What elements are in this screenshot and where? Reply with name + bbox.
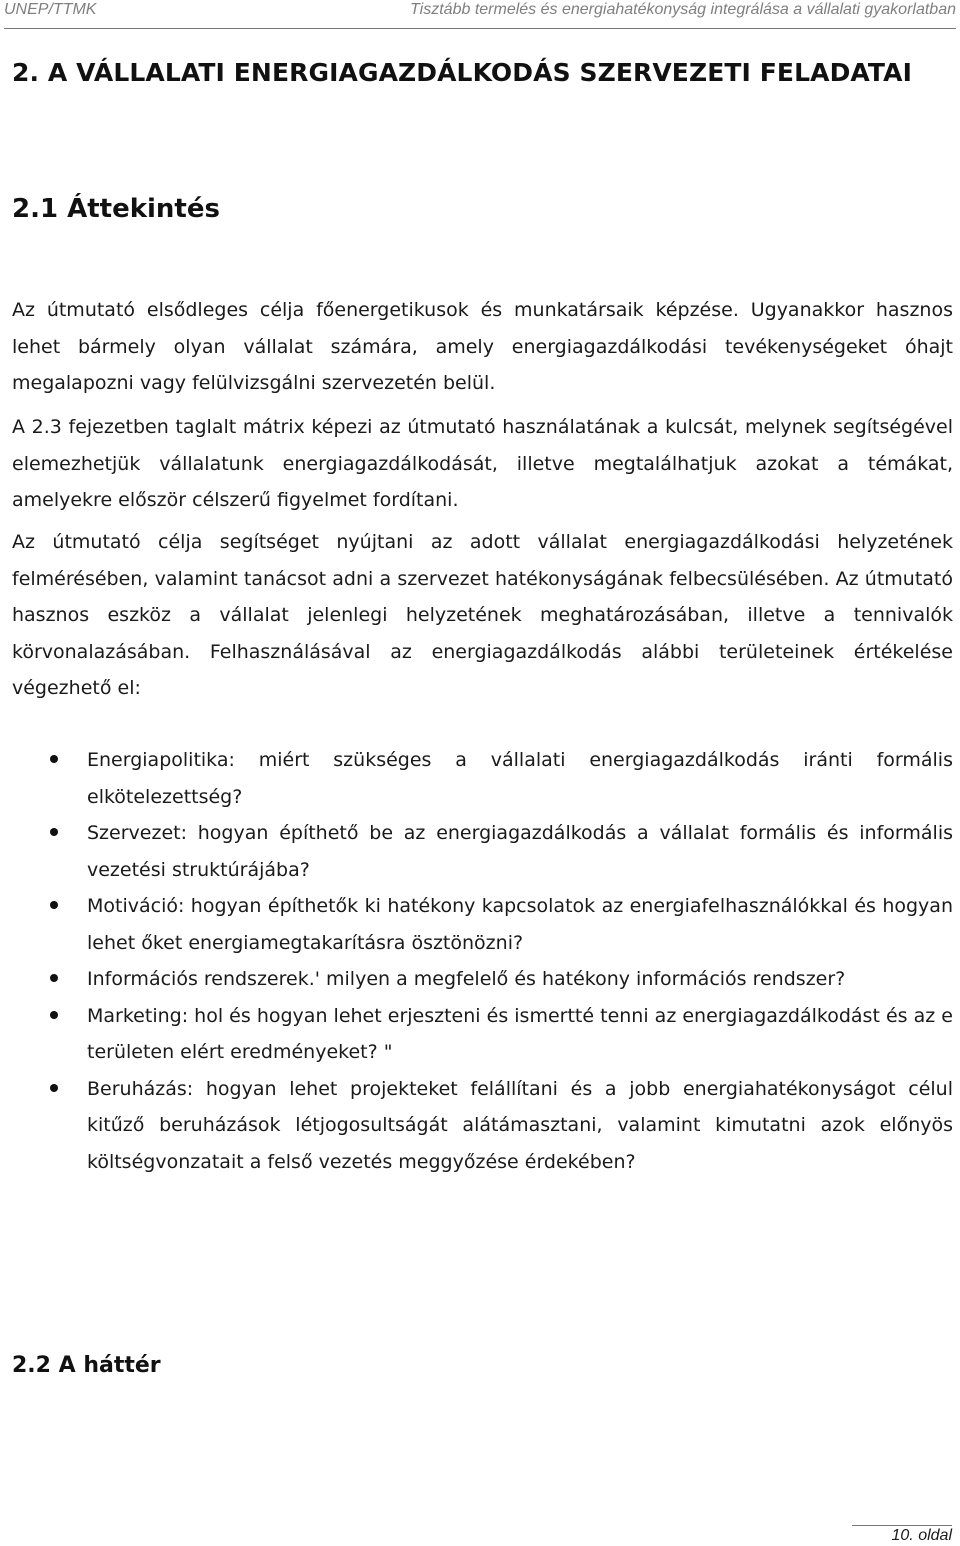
section-heading-overview: 2.1 Áttekintés — [12, 194, 220, 224]
bullet-icon — [50, 828, 58, 836]
header-organization: UNEP/TTMK — [4, 1, 97, 18]
paragraph-goal — [12, 524, 953, 707]
list-item-text: Energiapolitika: miért szükséges a vállalati energiagazdálkodás iránti formális elkötelezettség? — [87, 749, 953, 808]
bullet-icon — [50, 901, 58, 909]
bullet-icon — [50, 1084, 58, 1092]
header-document-title: Tisztább termelés és energiahatékonyság integrálása a vállalati gyakorlatban — [410, 1, 956, 18]
paragraph-matrix — [12, 409, 953, 519]
page-number: 10. oldal — [891, 1527, 952, 1544]
list-item — [12, 742, 953, 815]
list-item-text: Beruházás: hogyan lehet projekteket felállítani és a jobb energiahatékonyságot célul kitűző beruházások létjogosultságát alátámasztani, valamint kimutatni azok előnyös költségvonzatait a felső vezetés meggyőzése érdekében? — [87, 1077, 953, 1173]
list-item — [12, 998, 953, 1071]
paragraph-text: Az útmutató elsődleges célja főenergetikusok és munkatársaik képzése. Ugyanakkor hasznos lehet bármely olyan vállalat számára, amely energiagazdálkodási tevékenységeket óhajt megalapozni vagy felülvizsgálni szervezetén belül. — [12, 299, 953, 394]
list-item — [12, 1071, 953, 1181]
bullet-icon — [50, 974, 58, 982]
list-item-text: Szervezet: hogyan építhető be az energiagazdálkodás a vállalat formális és informális vezetési struktúrájába? — [87, 822, 953, 881]
running-header — [4, 0, 956, 29]
chapter-title: 2. A VÁLLALATI ENERGIAGAZDÁLKODÁS SZERVEZETI FELADATAI — [12, 58, 912, 87]
paragraph-text: A 2.3 fejezetben taglalt mátrix képezi az útmutató használatának a kulcsát, melynek segítségével elemezhetjük vállalatunk energiagazdálkodását, illetve megtalálhatjuk azokat a témákat, amelyekre először célszerű figyelmet fordítani. — [12, 416, 953, 511]
list-item-text: Motiváció: hogyan építhetők ki hatékony kapcsolatok az energiafelhasználókkal és hogyan lehet őket energiamegtakarításra ösztönözni? — [87, 895, 953, 954]
paragraph-purpose — [12, 292, 953, 402]
list-item — [12, 815, 953, 888]
list-item-text: Információs rendszerek.' milyen a megfelelő és hatékony információs rendszer? — [87, 968, 846, 990]
list-item — [12, 888, 953, 961]
evaluation-areas-list — [12, 742, 953, 1180]
paragraph-text: Az útmutató célja segítséget nyújtani az adott vállalat energiagazdálkodási helyzetének felmérésében, valamint tanácsot adni a szervezet hatékonyságának felbecsülésében. Az útmutató hasznos eszköz a vállalat jelenlegi helyzetének meghatározásában, illetve a tennivalók körvonalazásában. Felhasználásával az energiagazdálkodás alábbi területeinek értékelése végezhető el: — [12, 531, 953, 699]
section-heading-background: 2.2 A háttér — [12, 1353, 161, 1378]
bullet-icon — [50, 1011, 58, 1019]
page-footer — [852, 1525, 952, 1545]
list-item-text: Marketing: hol és hogyan lehet erjeszteni és ismertté tenni az energiagazdálkodást és az e területen elért eredményeket? " — [87, 1004, 953, 1063]
bullet-icon — [50, 755, 58, 763]
list-item — [12, 961, 953, 998]
